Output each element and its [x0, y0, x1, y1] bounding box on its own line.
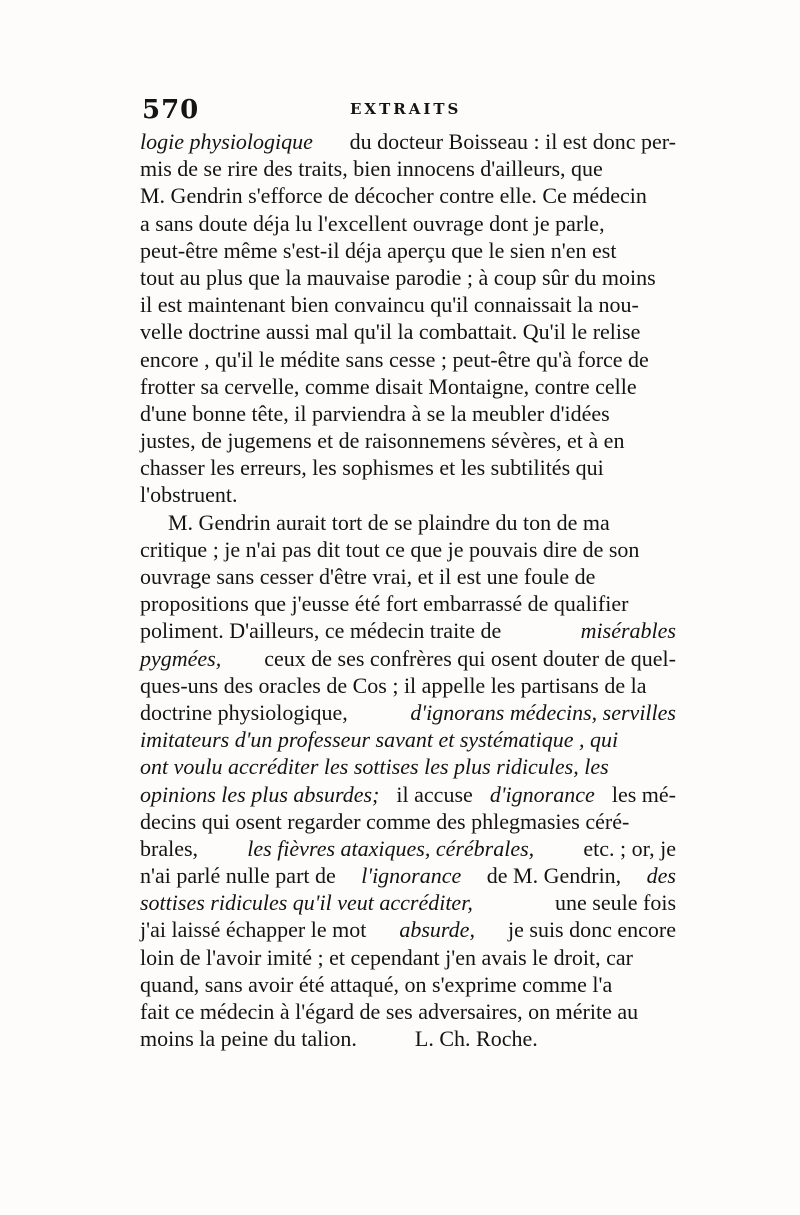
text-span: etc. ; or, je	[583, 835, 676, 861]
text-span: loin de l'avoir imité ; et cependant j'en avais le droit, car	[140, 944, 633, 970]
text-span: du docteur Boisseau : il est donc per-	[349, 129, 676, 154]
text-span: poliment. D'ailleurs, ce médecin traite de	[140, 618, 502, 644]
text-span: une seule fois	[555, 890, 676, 916]
text-span: critique ; je n'ai pas dit tout ce que je pouvais dire de son	[140, 536, 640, 562]
text-line	[140, 862, 676, 889]
text-line	[140, 617, 676, 644]
text-line	[140, 536, 676, 563]
italic-span: d'ignorance	[489, 781, 595, 807]
page-number: 570	[142, 95, 200, 125]
text-span: d'une bonne tête, il parviendra à se la meubler d'idées	[140, 400, 610, 426]
text-span: doctrine physiologique,	[140, 699, 348, 725]
paragraph-2	[140, 509, 676, 1053]
text-span: moins la peine du talion.	[140, 1026, 357, 1052]
text-span: chasser les erreurs, les sophismes et les subtilités qui	[140, 455, 604, 481]
text-line	[140, 971, 676, 998]
text-span: n'ai parlé nulle part de	[140, 863, 336, 889]
text-span: M. Gendrin s'efforce de décocher contre elle. Ce médecin	[140, 183, 647, 209]
author-signature: L. Ch. Roche.	[414, 1026, 538, 1052]
text-line	[140, 753, 676, 780]
text-span: a sans doute déja lu l'excellent ouvrage dont je parle,	[140, 210, 605, 236]
text-span: quand, sans avoir été attaqué, on s'exprime comme l'a	[140, 971, 613, 997]
text-line	[140, 563, 676, 590]
text-line	[140, 182, 676, 209]
text-span: j'ai laissé échapper le mot	[140, 917, 367, 943]
text-line	[140, 264, 676, 291]
italic-span: pygmées,	[140, 645, 222, 671]
text-span: decins qui osent regarder comme des phlegmasies céré-	[140, 808, 630, 834]
text-line	[140, 590, 676, 617]
text-line	[140, 318, 676, 345]
italic-span: l'ignorance	[361, 863, 462, 889]
text-span: propositions que j'eusse été fort embarrassé de qualifier	[140, 591, 629, 617]
text-span: brales,	[140, 835, 199, 861]
italic-span: imitateurs d'un professeur savant et systématique , qui	[140, 727, 619, 753]
text-span: de M. Gendrin,	[486, 863, 622, 889]
text-span: ouvrage sans cesser d'être vrai, et il est une foule de	[140, 564, 596, 589]
text-line	[140, 509, 676, 536]
text-line	[140, 808, 676, 835]
text-span: frotter sa cervelle, comme disait Montaigne, contre celle	[140, 373, 637, 399]
italic-span: misérables	[580, 618, 676, 644]
text-line	[140, 889, 676, 916]
text-line	[140, 155, 676, 182]
body-text	[140, 128, 676, 1052]
text-line	[140, 781, 676, 808]
text-line	[140, 210, 676, 237]
text-line	[140, 944, 676, 971]
text-line	[140, 454, 676, 481]
text-line	[140, 346, 676, 373]
text-line	[140, 291, 676, 318]
text-span: logie physiologique	[140, 129, 313, 154]
paragraph-1	[140, 128, 676, 509]
text-line	[140, 699, 676, 726]
italic-span: les fièvres ataxiques, cérébrales,	[247, 835, 535, 861]
running-head	[140, 95, 676, 125]
text-span: les mé-	[611, 781, 676, 807]
text-line	[140, 373, 676, 400]
text-span: velle doctrine aussi mal qu'il la combattait. Qu'il le relise	[140, 319, 641, 345]
text-span: ceux de ses confrères qui osent douter de quel-	[264, 645, 676, 671]
text-line	[140, 726, 676, 753]
text-span: mis de se rire des traits, bien innocens d'ailleurs, que	[140, 156, 603, 182]
text-span: tout au plus que la mauvaise parodie ; à coup sûr du moins	[140, 264, 656, 290]
italic-span: opinions les plus absurdes;	[140, 781, 380, 807]
italic-span: absurde,	[399, 917, 475, 943]
text-span: l'obstruent.	[140, 482, 238, 508]
text-line	[140, 481, 676, 508]
text-span: peut-être même s'est-il déja aperçu que le sien n'en est	[140, 237, 617, 263]
text-line	[140, 128, 676, 155]
text-line	[140, 1025, 676, 1052]
text-line	[140, 916, 676, 943]
text-line	[140, 998, 676, 1025]
text-line	[140, 645, 676, 672]
text-span: fait ce médecin à l'égard de ses adversaires, on mérite au	[140, 999, 639, 1024]
italic-span: sottises ridicules qu'il veut accréditer,	[140, 890, 473, 916]
italic-span: des	[646, 863, 676, 889]
running-title: EXTRAITS	[350, 100, 462, 118]
text-span: je suis donc encore	[508, 917, 676, 943]
italic-span: ont voulu accréditer les sottises les plus ridicules, les	[140, 754, 609, 780]
text-span: ques-uns des oracles de Cos ; il appelle les partisans de la	[140, 672, 647, 698]
italic-span: d'ignorans médecins, servilles	[410, 699, 676, 725]
text-span: encore , qu'il le médite sans cesse ; peut-être qu'à force de	[140, 346, 649, 372]
text-line	[140, 400, 676, 427]
text-line	[140, 237, 676, 264]
text-line	[140, 427, 676, 454]
text-span: il est maintenant bien convaincu qu'il connaissait la nou-	[140, 292, 639, 318]
text-span: il accuse	[396, 781, 473, 807]
text-line	[140, 672, 676, 699]
text-span: justes, de jugemens et de raisonnemens sévères, et à en	[140, 428, 625, 454]
text-span: M. Gendrin aurait tort de se plaindre du ton de ma	[168, 509, 610, 535]
text-line	[140, 835, 676, 862]
